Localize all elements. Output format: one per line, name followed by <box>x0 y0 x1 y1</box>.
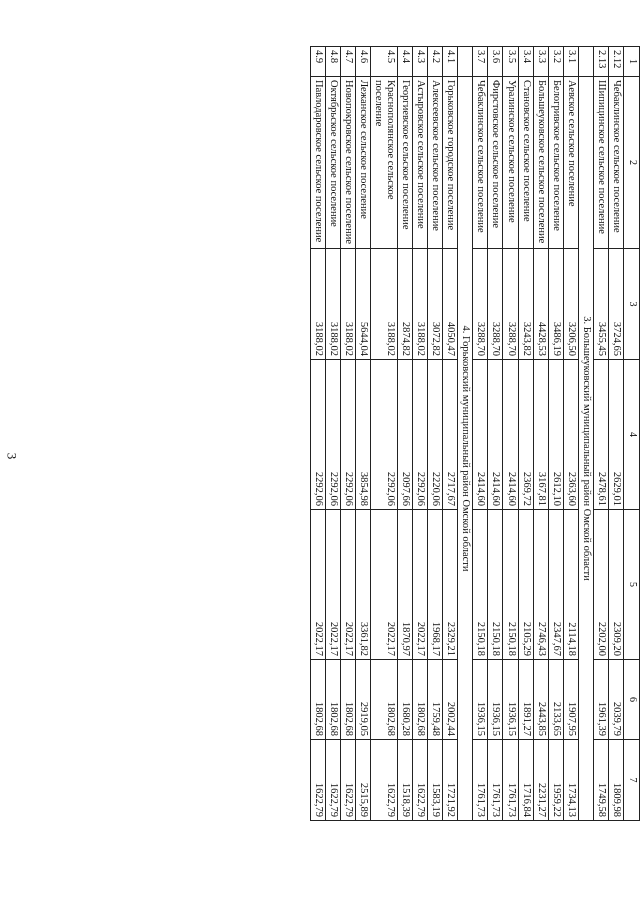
value-cell: 1622,79 <box>325 740 340 821</box>
value-cell: 1802,68 <box>325 660 340 740</box>
row-index: 4.4 <box>398 47 413 77</box>
value-cell: 1622,79 <box>413 740 428 821</box>
value-cell: 2478,61 <box>593 360 608 510</box>
value-cell: 3288,70 <box>473 249 488 360</box>
value-cell: 2292,06 <box>370 360 397 510</box>
value-cell: 2919,05 <box>355 660 370 740</box>
value-cell: 2002,44 <box>443 660 458 740</box>
settlement-name: Павлодаровское сельское поселение <box>310 77 325 249</box>
settlement-name: Фирстовское сельское поселение <box>488 77 503 249</box>
value-cell: 1622,79 <box>370 740 397 821</box>
row-index: 2.12 <box>608 47 623 77</box>
value-cell: 3188,02 <box>340 249 355 360</box>
settlement-name: Становское сельское поселение <box>518 77 533 249</box>
value-cell: 4050,47 <box>443 249 458 360</box>
value-cell: 1761,73 <box>503 740 518 821</box>
value-cell: 1809,98 <box>608 740 623 821</box>
value-cell: 2022,17 <box>325 510 340 660</box>
value-cell: 1936,15 <box>488 660 503 740</box>
table-row <box>593 47 608 821</box>
settlement-name: Краснополянское сельское поселение <box>370 77 397 249</box>
value-cell: 3486,19 <box>548 249 563 360</box>
value-cell: 1802,68 <box>370 660 397 740</box>
table-row <box>548 47 563 821</box>
value-cell: 2097,66 <box>398 360 413 510</box>
value-cell: 1734,13 <box>563 740 578 821</box>
column-header: 3 <box>624 249 640 360</box>
table-row <box>310 47 325 821</box>
section-title: 3. Большеуковский муниципальный район Омской области <box>578 77 593 821</box>
table-row <box>370 47 397 821</box>
column-header: 7 <box>624 740 640 821</box>
value-cell: 3206,50 <box>563 249 578 360</box>
value-cell: 2292,06 <box>310 360 325 510</box>
value-cell: 2414,60 <box>488 360 503 510</box>
table-row <box>428 47 443 821</box>
settlement-name: Уралинское сельское поселение <box>503 77 518 249</box>
value-cell: 1721,92 <box>443 740 458 821</box>
value-cell: 1936,15 <box>473 660 488 740</box>
row-index: 4.6 <box>355 47 370 77</box>
value-cell: 3724,65 <box>608 249 623 360</box>
settlement-name: Аевское сельское поселение <box>563 77 578 249</box>
settlement-name: Чебаклинское сельское поселение <box>608 77 623 249</box>
section-title: 4. Горьковский муниципальный район Омской области <box>458 77 473 821</box>
value-cell: 1870,97 <box>398 510 413 660</box>
value-cell: 3288,70 <box>488 249 503 360</box>
section-heading-row <box>578 47 593 821</box>
row-index: 3.6 <box>488 47 503 77</box>
row-index: 3.5 <box>503 47 518 77</box>
value-cell: 1891,27 <box>518 660 533 740</box>
value-cell: 2150,18 <box>473 510 488 660</box>
table-row <box>533 47 548 821</box>
value-cell: 2717,67 <box>443 360 458 510</box>
row-index: 4.8 <box>325 47 340 77</box>
column-header: 4 <box>624 360 640 510</box>
column-header: 2 <box>624 77 640 249</box>
value-cell: 2231,27 <box>533 740 548 821</box>
value-cell: 2150,18 <box>503 510 518 660</box>
header-row <box>624 47 640 821</box>
value-cell: 2114,18 <box>563 510 578 660</box>
section-index-cell <box>578 47 593 77</box>
value-cell: 5644,04 <box>355 249 370 360</box>
row-index: 4.1 <box>443 47 458 77</box>
value-cell: 1749,58 <box>593 740 608 821</box>
page-number: 3 <box>4 452 20 460</box>
value-cell: 3361,82 <box>355 510 370 660</box>
table-row <box>503 47 518 821</box>
value-cell: 2874,82 <box>398 249 413 360</box>
value-cell: 2220,06 <box>428 360 443 510</box>
value-cell: 3188,02 <box>370 249 397 360</box>
value-cell: 4428,53 <box>533 249 548 360</box>
value-cell: 3188,02 <box>413 249 428 360</box>
table-row <box>355 47 370 821</box>
row-index: 3.4 <box>518 47 533 77</box>
value-cell: 1802,68 <box>340 660 355 740</box>
value-cell: 3455,45 <box>593 249 608 360</box>
value-cell: 2133,65 <box>548 660 563 740</box>
table-row <box>473 47 488 821</box>
value-cell: 3072,82 <box>428 249 443 360</box>
settlement-name: Астыровское сельское поселение <box>413 77 428 249</box>
value-cell: 2202,00 <box>593 510 608 660</box>
value-cell: 3854,98 <box>355 360 370 510</box>
value-cell: 2329,21 <box>443 510 458 660</box>
value-cell: 1802,68 <box>310 660 325 740</box>
value-cell: 1936,15 <box>503 660 518 740</box>
section-index-cell <box>458 47 473 77</box>
settlement-name: Новопокровское сельское поселение <box>340 77 355 249</box>
value-cell: 1761,73 <box>473 740 488 821</box>
value-cell: 1716,84 <box>518 740 533 821</box>
table-row <box>488 47 503 821</box>
value-cell: 2292,06 <box>413 360 428 510</box>
value-cell: 2369,72 <box>518 360 533 510</box>
value-cell: 1680,28 <box>398 660 413 740</box>
value-cell: 2022,17 <box>370 510 397 660</box>
value-cell: 2629,01 <box>608 360 623 510</box>
row-index: 2.13 <box>593 47 608 77</box>
value-cell: 2292,06 <box>340 360 355 510</box>
value-cell: 3188,02 <box>310 249 325 360</box>
row-index: 4.5 <box>370 47 397 77</box>
row-index: 3.2 <box>548 47 563 77</box>
value-cell: 2414,60 <box>503 360 518 510</box>
rotated-table-container <box>83 46 640 820</box>
value-cell: 1802,68 <box>413 660 428 740</box>
value-cell: 2309,20 <box>608 510 623 660</box>
row-index: 4.3 <box>413 47 428 77</box>
settlement-name: Чебаклинское сельское поселение <box>473 77 488 249</box>
table-row <box>518 47 533 821</box>
table-row <box>398 47 413 821</box>
value-cell: 3188,02 <box>325 249 340 360</box>
value-cell: 1761,73 <box>488 740 503 821</box>
value-cell: 2150,18 <box>488 510 503 660</box>
row-index: 3.7 <box>473 47 488 77</box>
value-cell: 1622,79 <box>310 740 325 821</box>
value-cell: 3243,82 <box>518 249 533 360</box>
value-cell: 1968,17 <box>428 510 443 660</box>
value-cell: 2612,10 <box>548 360 563 510</box>
column-header: 1 <box>624 47 640 77</box>
value-cell: 3167,81 <box>533 360 548 510</box>
value-cell: 2039,79 <box>608 660 623 740</box>
row-index: 4.7 <box>340 47 355 77</box>
settlement-name: Белогривское сельское поселение <box>548 77 563 249</box>
tariff-table <box>310 46 640 821</box>
value-cell: 2105,29 <box>518 510 533 660</box>
table-row <box>340 47 355 821</box>
row-index: 4.9 <box>310 47 325 77</box>
value-cell: 2746,43 <box>533 510 548 660</box>
value-cell: 2022,17 <box>310 510 325 660</box>
settlement-name: Шипицинское сельское поселение <box>593 77 608 249</box>
value-cell: 1759,48 <box>428 660 443 740</box>
column-header: 6 <box>624 660 640 740</box>
value-cell: 2292,06 <box>325 360 340 510</box>
value-cell: 1907,95 <box>563 660 578 740</box>
section-heading-row <box>458 47 473 821</box>
value-cell: 2347,67 <box>548 510 563 660</box>
value-cell: 1959,22 <box>548 740 563 821</box>
value-cell: 1583,19 <box>428 740 443 821</box>
value-cell: 2022,17 <box>413 510 428 660</box>
table-row <box>325 47 340 821</box>
settlement-name: Георгиевское сельское поселение <box>398 77 413 249</box>
value-cell: 2515,89 <box>355 740 370 821</box>
row-index: 3.3 <box>533 47 548 77</box>
settlement-name: Большеуковское сельское поселение <box>533 77 548 249</box>
value-cell: 1518,39 <box>398 740 413 821</box>
settlement-name: Октябрьское сельское поселение <box>325 77 340 249</box>
table-row <box>608 47 623 821</box>
value-cell: 1961,39 <box>593 660 608 740</box>
column-header: 5 <box>624 510 640 660</box>
value-cell: 2443,85 <box>533 660 548 740</box>
value-cell: 3288,70 <box>503 249 518 360</box>
row-index: 4.2 <box>428 47 443 77</box>
table-row <box>413 47 428 821</box>
settlement-name: Лежанское сельское поселение <box>355 77 370 249</box>
settlement-name: Горьковское городское поселение <box>443 77 458 249</box>
value-cell: 2022,17 <box>340 510 355 660</box>
row-index: 3.1 <box>563 47 578 77</box>
value-cell: 2363,60 <box>563 360 578 510</box>
table-row <box>443 47 458 821</box>
value-cell: 2414,60 <box>473 360 488 510</box>
table-row <box>563 47 578 821</box>
value-cell: 1622,79 <box>340 740 355 821</box>
settlement-name: Алексеевское сельское поселение <box>428 77 443 249</box>
